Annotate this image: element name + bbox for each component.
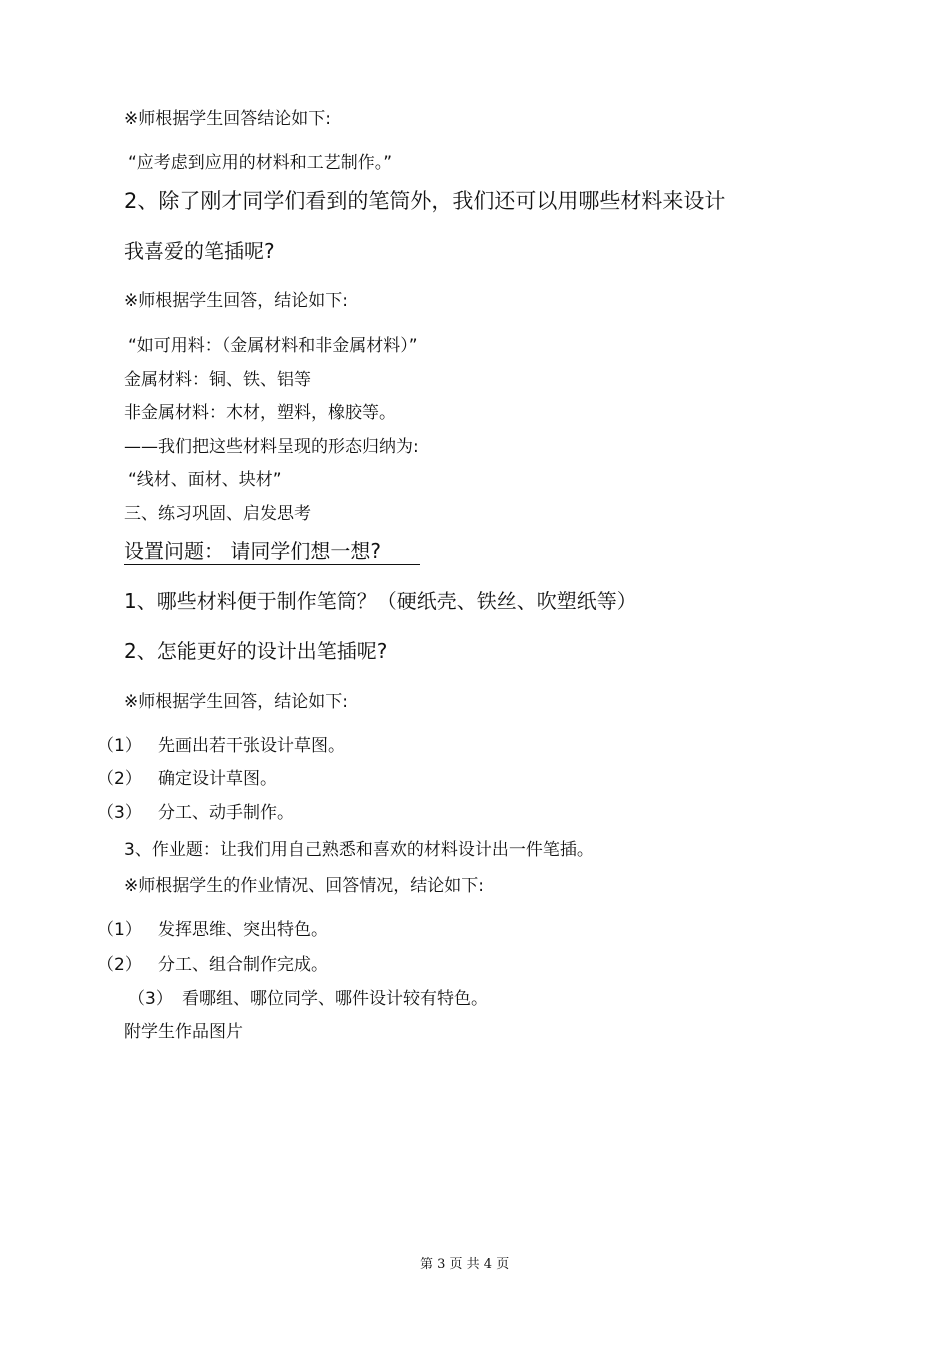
teacher-conclusion-2: ※师根据学生回答，结论如下:	[124, 291, 348, 311]
result-2-number: （2）	[97, 955, 142, 975]
attachment-note: 附学生作品图片	[124, 1022, 243, 1042]
teacher-conclusion-4: ※师根据学生的作业情况、回答情况，结论如下:	[124, 876, 484, 896]
quote-usable-materials: “如可用料：（金属材料和非金属材料）”	[128, 336, 418, 356]
step-2-text: 确定设计草图。	[158, 769, 277, 789]
question-materials-for-holder: 1、哪些材料便于制作笔筒？（硬纸壳、铁丝、吹塑纸等）	[124, 589, 637, 613]
non-metal-materials: 非金属材料：木材，塑料，橡胶等。	[124, 403, 396, 423]
page-number-footer: 第 3 页 共 4 页	[420, 1257, 510, 1272]
step-1-text: 先画出若干张设计草图。	[158, 736, 345, 756]
step-3-text: 分工、动手制作。	[158, 803, 294, 823]
result-1-text: 发挥思维、突出特色。	[158, 920, 328, 940]
setup-question-underline	[124, 564, 420, 565]
teacher-conclusion-3: ※师根据学生回答，结论如下:	[124, 692, 348, 712]
step-3-number: （3）	[97, 803, 142, 823]
question-better-design: 2、怎能更好的设计出笔插呢?	[124, 639, 388, 663]
teacher-conclusion-1: ※师根据学生回答结论如下:	[124, 109, 331, 129]
quote-materials-craft: “应考虑到应用的材料和工艺制作。”	[128, 153, 393, 173]
result-3-number: （3）	[128, 989, 173, 1009]
step-1-number: （1）	[97, 736, 142, 756]
result-2-text: 分工、组合制作完成。	[158, 955, 328, 975]
homework-assignment: 3、作业题：让我们用自己熟悉和喜欢的材料设计出一件笔插。	[124, 840, 594, 860]
question-2-line-2: 我喜爱的笔插呢?	[124, 239, 275, 263]
question-2-line-1: 2、除了刚才同学们看到的笔筒外，我们还可以用哪些材料来设计	[124, 189, 726, 213]
result-3-text: 看哪组、哪位同学、哪件设计较有特色。	[182, 989, 488, 1009]
step-2-number: （2）	[97, 769, 142, 789]
section-3-heading: 三、练习巩固、启发思考	[124, 504, 311, 524]
setup-question: 设置问题： 请同学们想一想?	[124, 539, 381, 563]
result-1-number: （1）	[97, 920, 142, 940]
material-forms-intro: ——我们把这些材料呈现的形态归纳为:	[124, 437, 419, 457]
quote-material-forms: “线材、面材、块材”	[128, 470, 282, 490]
metal-materials: 金属材料：铜、铁、铝等	[124, 370, 311, 390]
